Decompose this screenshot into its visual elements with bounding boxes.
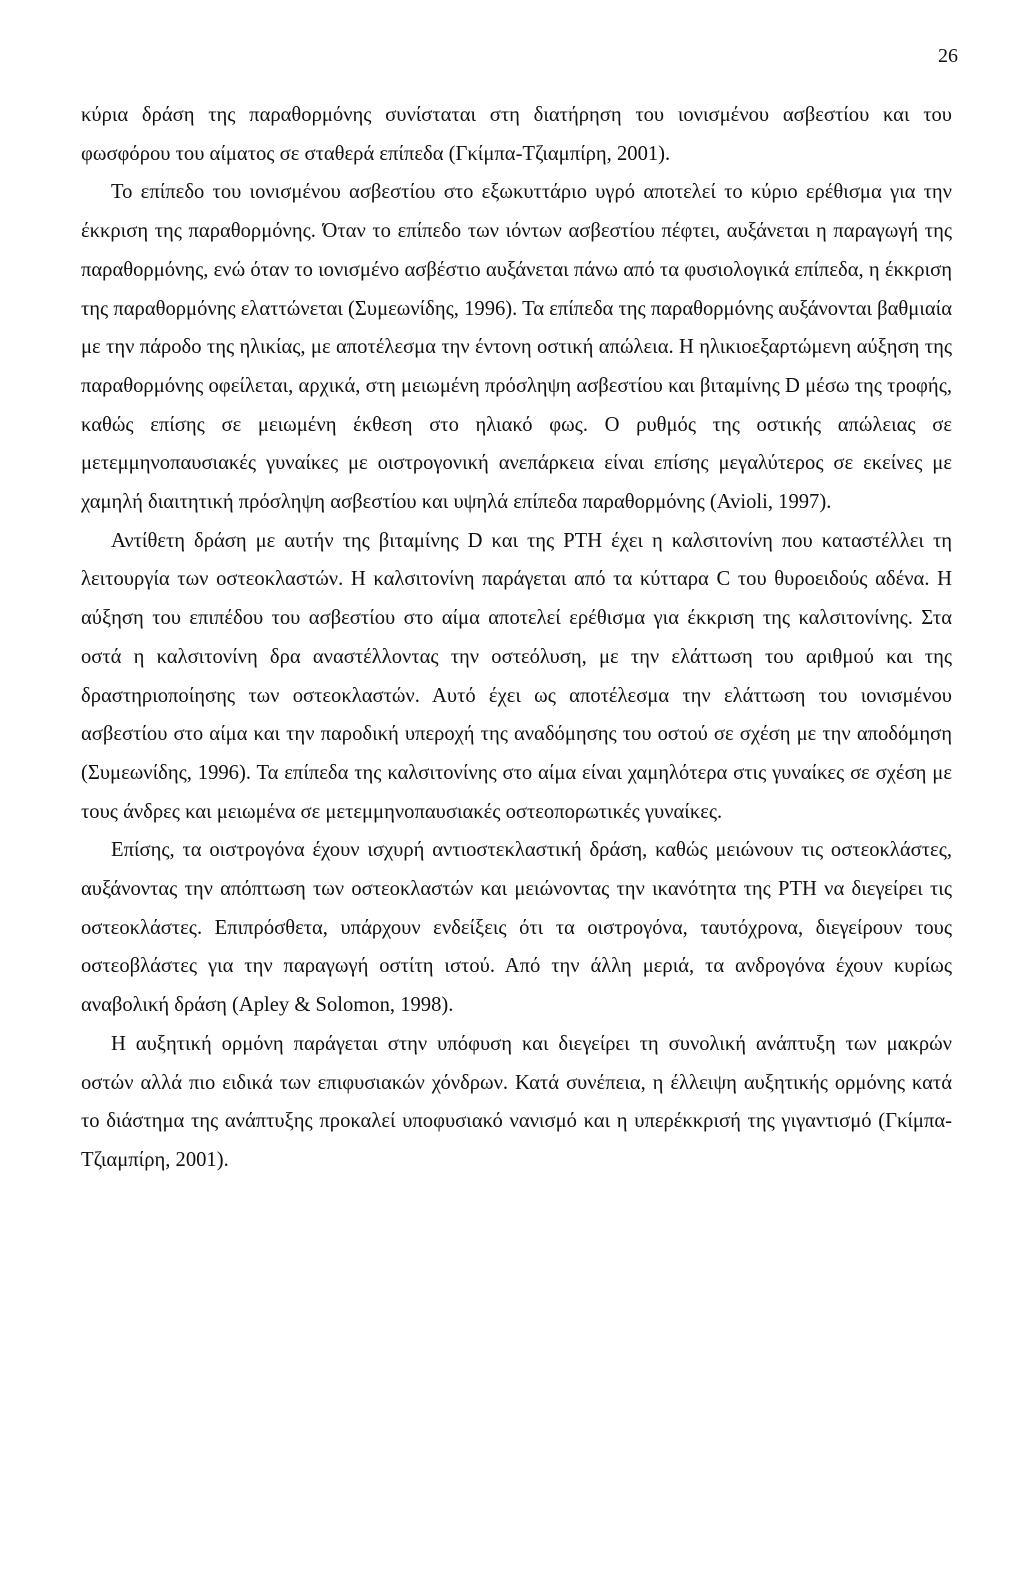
- paragraph: κύρια δράση της παραθορμόνης συνίσταται στη διατήρηση του ιονισμένου ασβεστίου και του φωσφόρου του αίματος σε σταθερά επίπεδα (Γκίμπα-Τζιαμπίρη, 2001).: [81, 104, 952, 165]
- page-number: 26: [938, 45, 958, 67]
- paragraph: Το επίπεδο του ιονισμένου ασβεστίου στο εξωκυττάριο υγρό αποτελεί το κύριο ερέθισμα για την έκκριση της παραθορμόνης. Όταν το επίπεδο των ιόντων ασβεστίου πέφτει, αυξάνεται η παραγωγή της παραθορμόνης, ενώ όταν το ιονισμένο ασβέστιο αυξάνεται πάνω από τα φυσιολογικά επίπεδα, η έκκριση της παραθορμόνης ελαττώνεται (Συμεωνίδης, 1996). Τα επίπεδα της παραθορμόνης αυξάνονται βαθμιαία με την πάροδο της ηλικίας, με αποτέλεσμα την έντονη οστική απώλεια. Η ηλικιοεξαρτώμενη αύξηση της παραθορμόνης οφείλεται, αρχικά, στη μειωμένη πρόσληψη ασβεστίου και βιταμίνης D μέσω της τροφής, καθώς επίσης σε μειωμένη έκθεση στο ηλιακό φως. Ο ρυθμός της οστικής απώλειας σε μετεμμηνοπαυσιακές γυναίκες με οιστρογονική ανεπάρκεια είναι επίσης μεγαλύτερος σε εκείνες με χαμηλή διαιτητική πρόσληψη ασβεστίου και υψηλά επίπεδα παραθορμόνης (Avioli, 1997).: [81, 181, 952, 514]
- paragraph: Επίσης, τα οιστρογόνα έχουν ισχυρή αντιοστεκλαστική δράση, καθώς μειώνουν τις οστεοκλάστες, αυξάνοντας την απόπτωση των οστεοκλαστών και μειώνοντας την ικανότητα της PTH να διεγείρει τις οστεοκλάστες. Επιπρόσθετα, υπάρχουν ενδείξεις ότι τα οιστρογόνα, ταυτόχρονα, διεγείρουν τους οστεοβλάστες για την παραγωγή οστίτη ιστού. Από την άλλη μεριά, τα ανδρογόνα έχουν κυρίως αναβολική δράση (Apley & Solomon, 1998).: [81, 839, 952, 1017]
- paragraph: Η αυξητική ορμόνη παράγεται στην υπόφυση και διεγείρει τη συνολική ανάπτυξη των μακρών οστών αλλά πιο ειδικά των επιφυσιακών χόνδρων. Κατά συνέπεια, η έλλειψη αυξητικής ορμόνης κατά το διάστημα της ανάπτυξης προκαλεί υποφυσιακό νανισμό και η υπερέκκρισή της γιγαντισμό (Γκίμπα-Τζιαμπίρη, 2001).: [81, 1032, 952, 1171]
- document-body: [81, 96, 952, 1180]
- paragraph: Αντίθετη δράση με αυτήν της βιταμίνης D και της PTH έχει η καλσιτονίνη που καταστέλλει τη λειτουργία των οστεοκλαστών. Η καλσιτονίνη παράγεται από τα κύτταρα C του θυροειδούς αδένα. Η αύξηση του επιπέδου του ασβεστίου στο αίμα αποτελεί ερέθισμα για έκκριση της καλσιτονίνης. Στα οστά η καλσιτονίνη δρα αναστέλλοντας την οστεόλυση, με την ελάττωση του αριθμού και της δραστηριοποίησης των οστεοκλαστών. Αυτό έχει ως αποτέλεσμα την ελάττωση του ιονισμένου ασβεστίου στο αίμα και την παροδική υπεροχή της αναδόμησης του οστού σε σχέση με την αποδόμηση (Συμεωνίδης, 1996). Τα επίπεδα της καλσιτονίνης στο αίμα είναι χαμηλότερα στις γυναίκες σε σχέση με τους άνδρες και μειωμένα σε μετεμμηνοπαυσιακές οστεοπορωτικές γυναίκες.: [81, 529, 952, 823]
